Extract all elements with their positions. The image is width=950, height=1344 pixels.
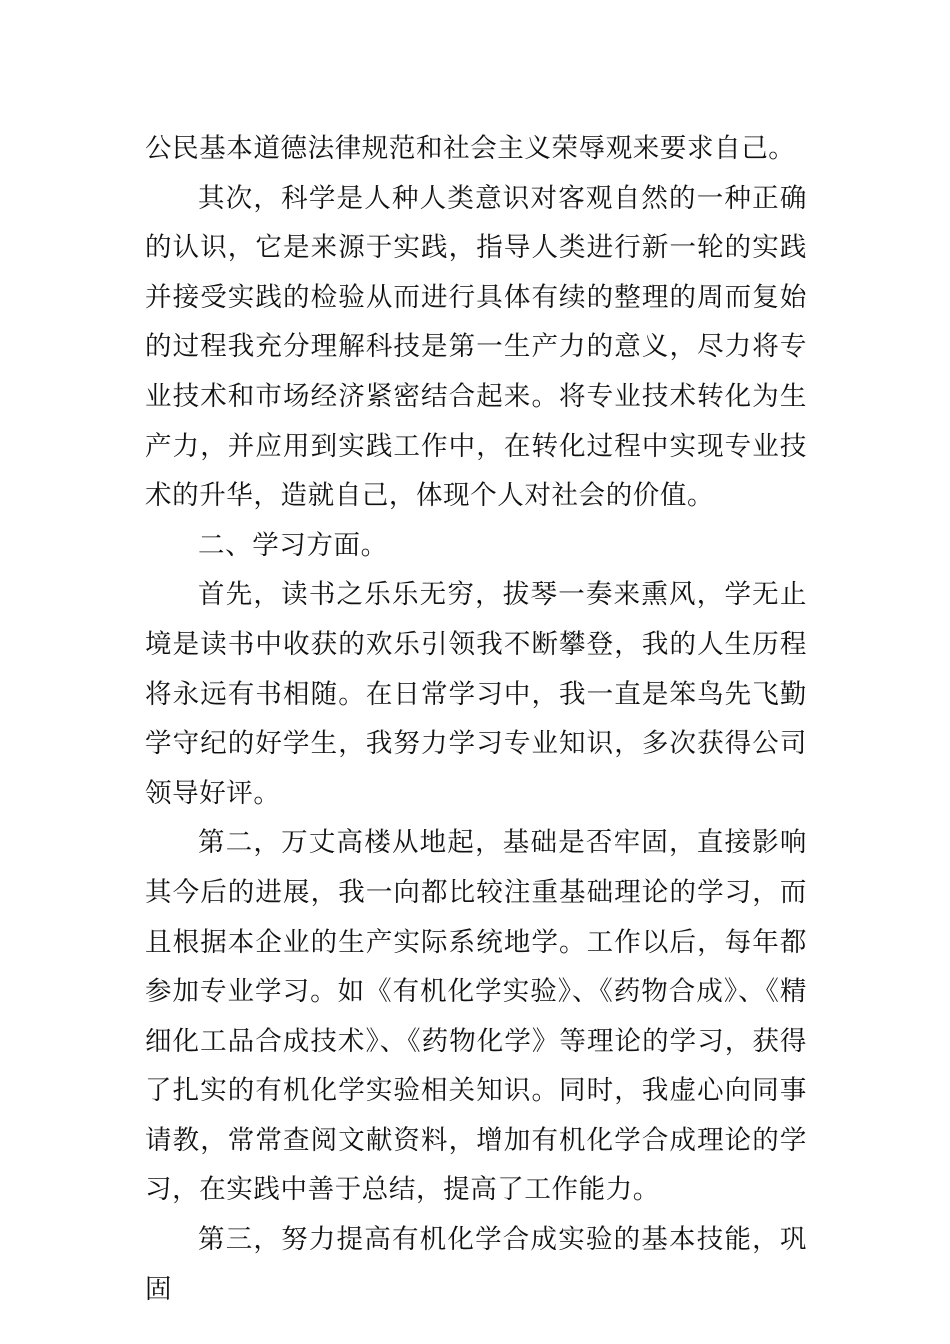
- document-body: [145, 124, 807, 1314]
- paragraph-1: 公民基本道德法律规范和社会主义荣辱观来要求自己。: [145, 133, 796, 164]
- paragraph-4: 第二，万丈高楼从地起，基础是否牢固，直接影响其今后的进展，我一向都比较注重基础理论的学习，而且根据本企业的生产实际系统地学。工作以后，每年都参加专业学习。如《有机化学实验》、《药物合成》、《精细化工品合成技术》、《药物化学》等理论的学习，获得了扎实的有机化学实验相关知识。同时，我虚心向同事请教，常常查阅文献资料，增加有机化学合成理论的学习，在实践中善于总结，提高了工作能力。: [145, 827, 807, 1206]
- section-heading-study: 二、学习方面。: [198, 529, 388, 561]
- paragraph-2: 其次，科学是人种人类意识对客观自然的一种正确的认识，它是来源于实践，指导人类进行新一轮的实践并接受实践的检验从而进行具体有续的整理的周而复始的过程我充分理解科技是第一生产力的意义，尽力将专业技术和市场经济紧密结合起来。将专业技术转化为生产力，并应用到实践工作中，在转化过程中实现专业技术的升华，造就自己，体现个人对社会的价值。: [145, 182, 807, 512]
- paragraph-3: 首先，读书之乐乐无穷，拔琴一奏来熏风，学无止境是读书中收获的欢乐引领我不断攀登，我的人生历程将永远有书相随。在日常学习中，我一直是笨鸟先飞勤学守纪的好学生，我努力学习专业知识，多次获得公司领导好评。: [145, 579, 807, 809]
- paragraph-5: 第三，努力提高有机化学合成实验的基本技能，巩固: [145, 1224, 807, 1305]
